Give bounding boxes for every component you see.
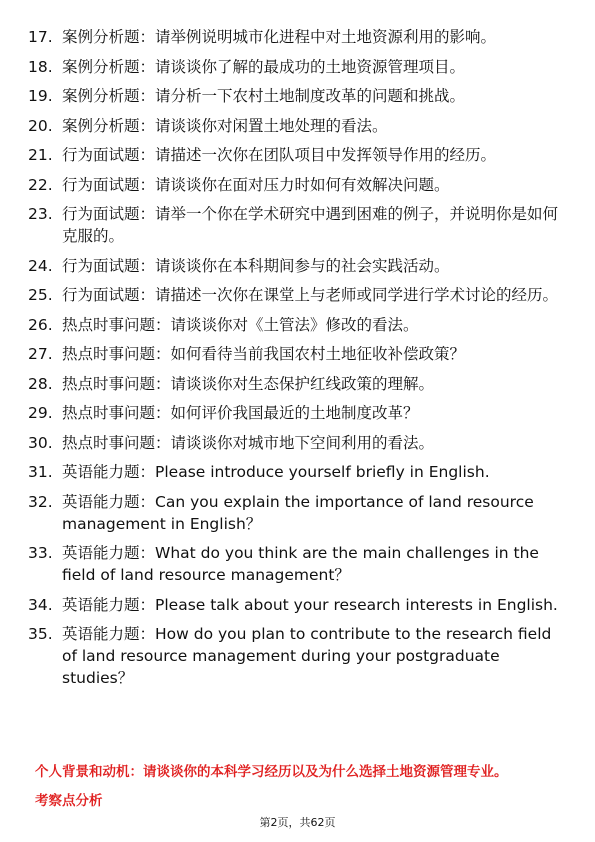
question-number: 22.: [28, 175, 53, 194]
question-text: 案例分析题：请分析一下农村土地制度改革的问题和挑战。: [62, 87, 466, 105]
list-item: [28, 343, 558, 365]
question-number: 26.: [28, 315, 53, 334]
list-item: [28, 432, 558, 454]
question-number: 24.: [28, 256, 53, 275]
question-number: 32.: [28, 492, 53, 511]
question-text: 英语能力题：Please introduce yourself briefly in English.: [62, 463, 490, 481]
list-item: [28, 623, 558, 689]
question-text: 案例分析题：请谈谈你了解的最成功的土地资源管理项目。: [62, 57, 466, 76]
list-item: [28, 56, 558, 78]
question-text: 热点时事问题：如何评价我国最近的土地制度改革？: [62, 404, 419, 422]
page-footer: 第2页，共62页: [259, 816, 336, 829]
question-number: 33.: [28, 544, 53, 562]
list-item: [28, 144, 558, 166]
list-item: [28, 373, 558, 395]
question-number: 17.: [28, 28, 53, 46]
question-number: 18.: [28, 57, 53, 76]
list-item: [28, 85, 558, 107]
question-text: 行为面试题：请谈谈你在面对压力时如何有效解决问题。: [62, 175, 450, 194]
question-text: 热点时事问题：请谈谈你对《土管法》修改的看法。: [62, 315, 419, 334]
question-number: 25.: [28, 286, 53, 304]
list-item: [28, 314, 558, 336]
question-number: 23.: [28, 205, 53, 223]
question-text: 热点时事问题：请谈谈你对城市地下空间利用的看法。: [62, 433, 435, 452]
list-item: [28, 26, 558, 48]
question-number: 35.: [28, 625, 53, 643]
list-item: [28, 402, 558, 424]
highlighted-question: 个人背景和动机：请谈谈你的本科学习经历以及为什么选择土地资源管理专业。: [35, 764, 508, 780]
question-number: 29.: [28, 404, 53, 422]
question-text: 行为面试题：请谈谈你在本科期间参与的社会实践活动。: [62, 256, 450, 275]
question-number: 19.: [28, 87, 53, 105]
question-text: 行为面试题：请举一个你在学术研究中遇到困难的例子，并说明你是如何克服的。: [62, 205, 559, 245]
question-text: 行为面试题：请描述一次你在课堂上与老师或同学进行学术讨论的经历。: [62, 286, 559, 304]
question-number: 34.: [28, 595, 53, 614]
question-text: 英语能力题：What do you think are the main challenges in the field of land resource management？: [62, 544, 539, 584]
question-text: 热点时事问题：请谈谈你对生态保护红线政策的理解。: [62, 374, 435, 393]
section-subheading: 考察点分析: [35, 793, 103, 809]
question-text: 英语能力题：Please talk about your research interests in English.: [62, 595, 558, 614]
list-item: [28, 594, 558, 616]
question-number: 31.: [28, 463, 53, 481]
question-number: 21.: [28, 146, 53, 164]
question-text: 案例分析题：请举例说明城市化进程中对土地资源利用的影响。: [62, 28, 497, 46]
question-text: 热点时事问题：如何看待当前我国农村土地征收补偿政策？: [62, 345, 466, 363]
question-list: [28, 26, 558, 697]
list-item: [28, 174, 558, 196]
question-number: 20.: [28, 116, 53, 135]
question-number: 27.: [28, 345, 53, 363]
question-text: 英语能力题：Can you explain the importance of land resource management in English？: [62, 492, 534, 533]
list-item: [28, 255, 558, 277]
question-text: 行为面试题：请描述一次你在团队项目中发挥领导作用的经历。: [62, 146, 497, 164]
question-text: 英语能力题：How do you plan to contribute to the research field of land resource management during your postgraduate studies？: [62, 625, 552, 687]
list-item: [28, 542, 558, 586]
question-text: 案例分析题：请谈谈你对闲置土地处理的看法。: [62, 116, 388, 135]
list-item: [28, 115, 558, 137]
list-item: [28, 203, 558, 247]
list-item: [28, 461, 558, 483]
list-item: [28, 284, 558, 306]
list-item: [28, 491, 558, 535]
question-number: 28.: [28, 374, 53, 393]
question-number: 30.: [28, 433, 53, 452]
